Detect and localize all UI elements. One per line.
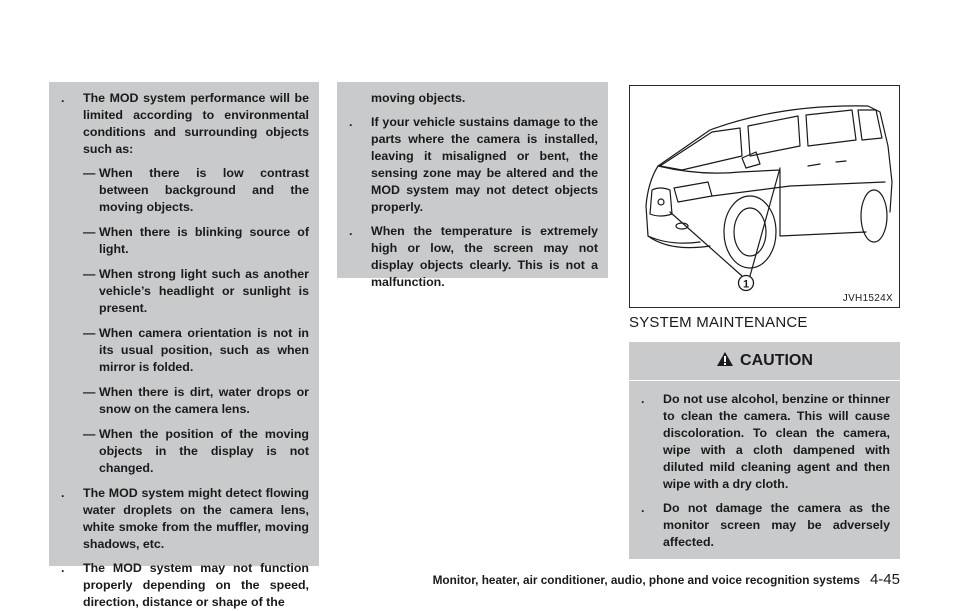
camera-location-figure	[629, 85, 900, 308]
page-footer	[400, 571, 900, 588]
caution-panel	[629, 342, 900, 559]
dash-marker: —	[83, 385, 96, 399]
bullet-marker: .	[349, 224, 353, 238]
sub-item-text: When camera orientation is not in its usual position, such as when mirror is folded.	[99, 326, 309, 374]
caution-divider	[629, 380, 900, 381]
continuation-line: moving objects.	[371, 91, 466, 105]
list-item	[639, 391, 890, 493]
sub-list-item	[59, 165, 309, 216]
dash-marker: —	[83, 166, 96, 180]
bullet-marker: .	[61, 486, 65, 500]
bullet-text: If your vehicle sustains damage to the parts where the camera is installed, leaving it misaligned or bent, the sensing zone may be altered and the MOD system may not detect objects properly.	[371, 115, 598, 214]
callout-number: 1	[742, 278, 750, 291]
left-column-panel	[49, 82, 319, 609]
sub-list-item	[59, 426, 309, 477]
sub-list-item	[59, 266, 309, 317]
bullet-marker: .	[641, 392, 645, 406]
list-item	[347, 223, 598, 291]
footer-chapter-title: Monitor, heater, air conditioner, audio, phone and voice recognition systems	[432, 573, 860, 587]
sub-item-text: When there is dirt, water drops or snow on the camera lens.	[99, 385, 309, 416]
bullet-marker: .	[349, 115, 353, 129]
vehicle-illustration	[630, 86, 899, 307]
list-item	[59, 90, 309, 158]
bullet-text: The MOD system may not function properly depending on the speed, direction, distance or shape of the	[83, 561, 309, 609]
list-item	[347, 114, 598, 216]
page-number: 4-45	[869, 571, 900, 588]
list-item	[59, 485, 309, 553]
sub-item-text: When there is blinking source of light.	[99, 225, 309, 256]
bullet-text: The MOD system performance will be limited according to environmental conditions and surrounding objects such as:	[83, 91, 309, 156]
list-item	[639, 500, 890, 551]
continuation-text	[347, 90, 598, 107]
bullet-marker: .	[61, 561, 65, 575]
bullet-text: Do not use alcohol, benzine or thinner to clean the camera. This will cause discoloration. To clean the camera, wipe with a cloth dampened with diluted mild cleaning agent and then wipe with a dry cloth.	[663, 392, 890, 491]
caution-label: CAUTION	[740, 352, 813, 369]
sub-list-item	[59, 384, 309, 418]
sub-list	[59, 165, 309, 477]
caution-header	[639, 342, 890, 380]
sub-list-item	[59, 224, 309, 258]
sub-item-text: When the position of the moving objects in the display is not changed.	[99, 427, 309, 475]
sub-list-item	[59, 325, 309, 376]
sub-item-text: When there is low contrast between background and the moving objects.	[99, 166, 309, 214]
middle-column-panel	[337, 82, 608, 289]
bullet-text: When the temperature is extremely high or low, the screen may not display objects clearly. This is not a malfunction.	[371, 224, 598, 289]
bullet-text: The MOD system might detect flowing water droplets on the camera lens, white smoke from the muffler, moving shadows, etc.	[83, 486, 309, 551]
bullet-text: Do not damage the camera as the monitor screen may be adversely affected.	[663, 501, 890, 549]
sub-item-text: When strong light such as another vehicle’s headlight or sunlight is present.	[99, 267, 309, 315]
dash-marker: —	[83, 225, 96, 239]
figure-code: JVH1524X	[842, 293, 893, 304]
section-title: SYSTEM MAINTENANCE	[629, 314, 808, 331]
dash-marker: —	[83, 267, 96, 281]
dash-marker: —	[83, 326, 96, 340]
dash-marker: —	[83, 427, 96, 441]
bullet-marker: .	[61, 91, 65, 105]
list-item	[59, 560, 309, 611]
warning-icon	[716, 351, 734, 372]
bullet-marker: .	[641, 501, 645, 515]
